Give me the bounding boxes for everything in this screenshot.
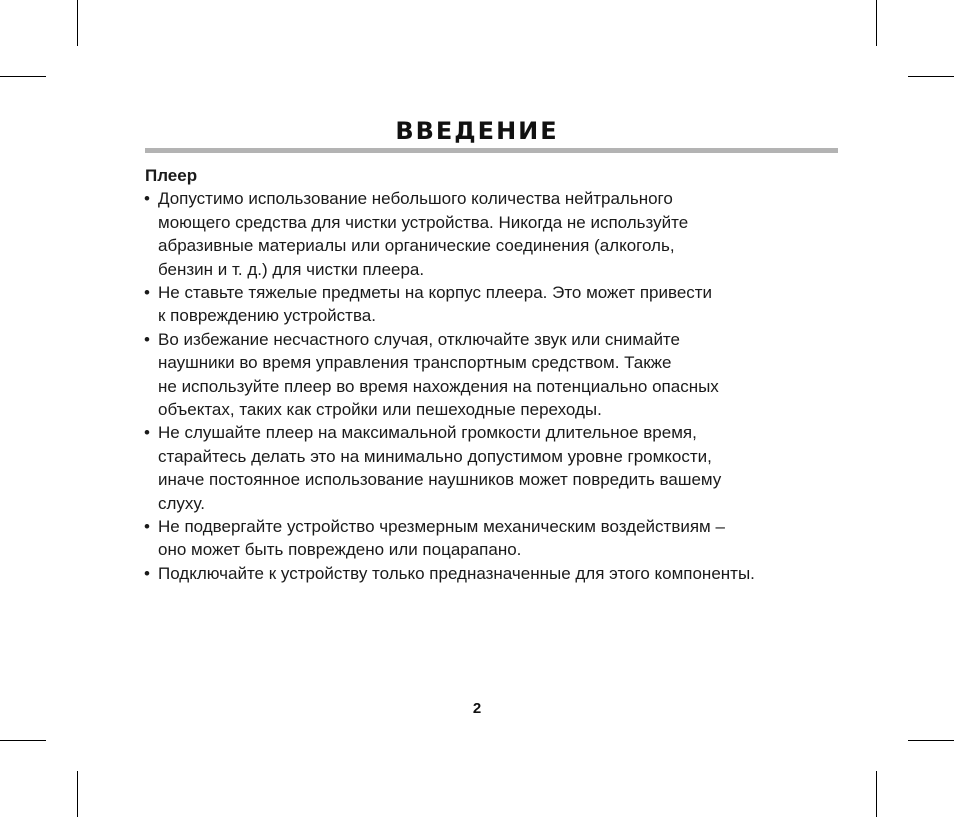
bullet-text-line: Во избежание несчастного случая, отключайте звук или снимайте — [158, 329, 680, 349]
bullet-text-line: оно может быть повреждено или поцарапано. — [158, 540, 522, 560]
crop-mark-bottom-right-horizontal — [908, 740, 954, 741]
bullet-text-line: Не слушайте плеер на максимальной громкости длительное время, — [158, 423, 697, 443]
bullet-text-line: слуху. — [158, 493, 205, 513]
crop-mark-bottom-left-vertical — [77, 771, 78, 817]
bullet-text-line: Не ставьте тяжелые предметы на корпус плеера. Это может привести — [158, 283, 713, 303]
bullet-icon: • — [144, 563, 150, 583]
list-item — [145, 421, 865, 515]
bullet-text-line: объектах, таких как стройки или пешеходные переходы. — [158, 400, 602, 420]
bullet-text-line: к повреждению устройства. — [158, 306, 376, 326]
crop-mark-top-left-horizontal — [0, 76, 46, 77]
list-item — [145, 281, 865, 328]
bullet-icon: • — [144, 329, 150, 349]
bullet-icon: • — [144, 423, 150, 443]
bullet-text-line: Подключайте к устройству только предназначенные для этого компоненты. — [158, 563, 755, 583]
list-item — [145, 187, 865, 281]
page-title: ВВЕДЕНИЕ — [395, 117, 559, 145]
main-content — [145, 164, 865, 585]
bullet-icon: • — [144, 517, 150, 537]
bullet-text-line: Не подвергайте устройство чрезмерным механическим воздействиям – — [158, 517, 725, 537]
list-item — [145, 562, 865, 585]
crop-mark-top-right-horizontal — [908, 76, 954, 77]
crop-mark-bottom-right-vertical — [876, 771, 877, 817]
bullet-icon: • — [144, 189, 150, 209]
list-item — [145, 328, 865, 422]
bullet-list — [145, 187, 865, 585]
bullet-text-line: не используйте плеер во время нахождения на потенциально опасных — [158, 376, 719, 396]
bullet-text-line: иначе постоянное использование наушников может повредить вашему — [158, 470, 722, 490]
bullet-text-line: Допустимо использование небольшого количества нейтрального — [158, 189, 673, 209]
bullet-text-line: моющего средства для чистки устройства. Никогда не используйте — [158, 212, 689, 232]
bullet-text-line: наушники во время управления транспортным средством. Также — [158, 353, 672, 373]
crop-mark-top-right-vertical — [876, 0, 877, 46]
bullet-icon: • — [144, 283, 150, 303]
crop-mark-top-left-vertical — [77, 0, 78, 46]
bullet-text-line: старайтесь делать это на минимально допустимом уровне громкости, — [158, 446, 712, 466]
title-divider — [145, 148, 838, 153]
bullet-text-line: бензин и т. д.) для чистки плеера. — [158, 259, 425, 279]
list-item — [145, 515, 865, 562]
bullet-text-line: абразивные материалы или органические соединения (алкоголь, — [158, 236, 675, 256]
page-number: 2 — [472, 700, 482, 717]
crop-mark-bottom-left-horizontal — [0, 740, 46, 741]
section-heading: Плеер — [145, 166, 198, 185]
